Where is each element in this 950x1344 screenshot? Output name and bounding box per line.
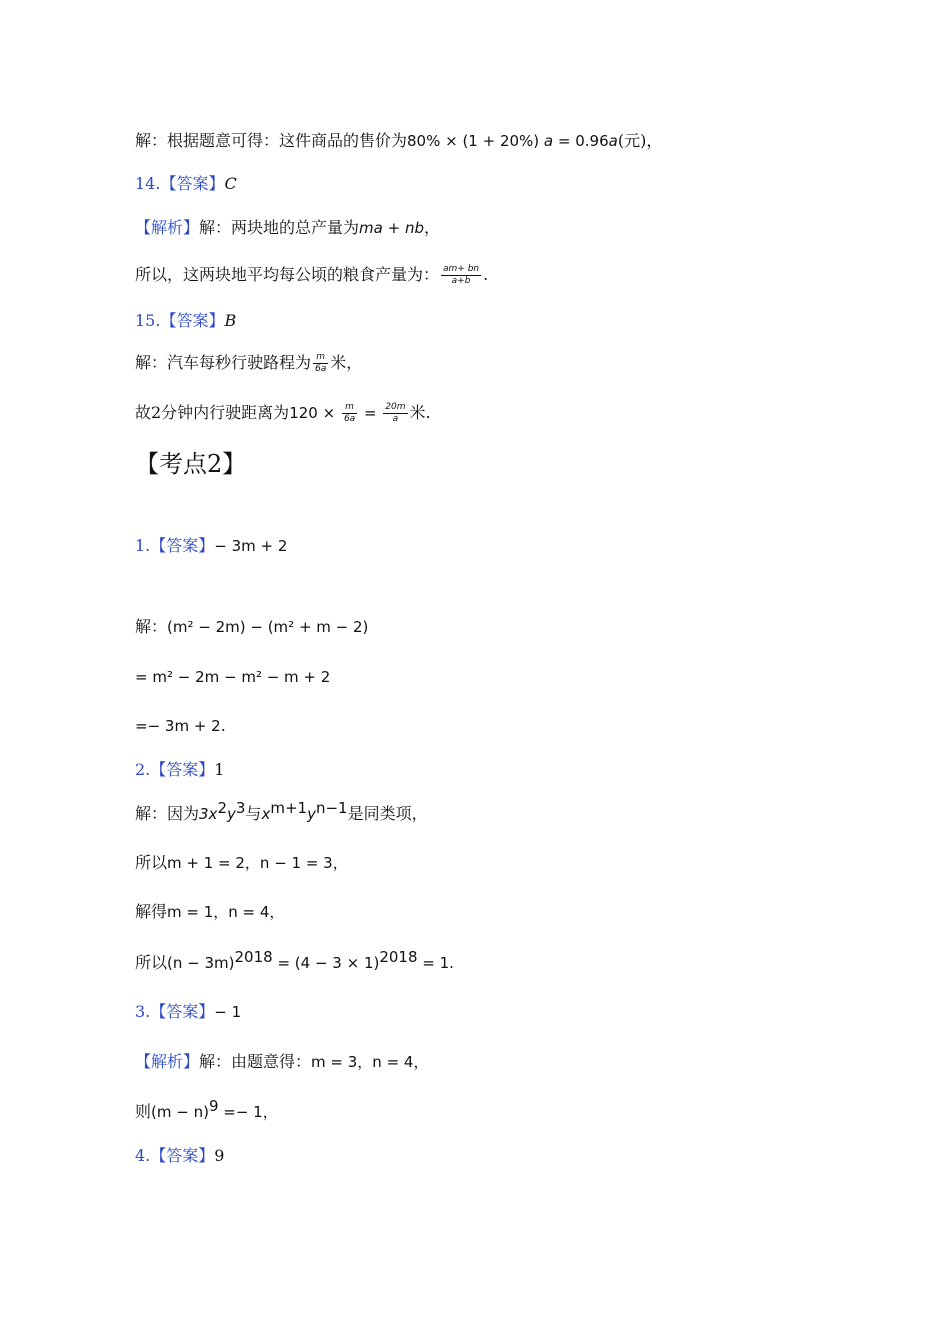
question-number: 14. — [135, 174, 161, 193]
solution-step-2: = m² − 2m − m² − m + 2 — [135, 668, 331, 686]
question-number: 4. — [135, 1146, 151, 1165]
question-number: 1. — [135, 536, 151, 555]
power-result-line: 所以$(n - 3m)^{2018} = (4 - 3 \times 1)^{2018} = 1$. — [135, 948, 454, 972]
solution-step-3: =− 3m + 2. — [135, 716, 226, 735]
answer-4: 4.【答案】9 — [135, 1146, 225, 1165]
fraction: $\frac{am+ bn}{a+b}$ — [443, 264, 480, 286]
like-terms-line: 解：因为$3x^2y^3$与$x^{m+1}y^{n-1}$是同类项， — [135, 799, 428, 823]
fraction: $\frac{20m}{a}$ — [385, 402, 406, 424]
fraction: $\frac{m}{6a}$ — [315, 352, 327, 374]
question-number: 15. — [135, 311, 161, 330]
question-number: 2. — [135, 760, 151, 779]
solution-line-price: 解：根据题意可得：这件商品的售价为80% × (1 + 20%) a = 0.96a(元)， — [135, 131, 663, 150]
solution-step-1: 解：(m² − 2m) − (m² + m − 2) — [135, 617, 369, 636]
distance-line: 故2分钟内行驶距离为120 × $\frac{m}{6a}$ = $\frac{20m}{a}$ 米. — [135, 402, 431, 424]
fraction: $\frac{m}{6a}$ — [343, 402, 356, 424]
question-number: 3. — [135, 1002, 151, 1021]
average-yield-line: 所以，这两块地平均每公顷的粮食产量为： $\frac{am+ bn}{a+b}$ . — [135, 264, 489, 286]
answer-tag: 【答案】 — [150, 760, 215, 779]
answer-14: 14.【答案】C — [135, 174, 237, 193]
car-speed-line: 解：汽车每秒行驶路程为 $\frac{m}{6a}$ 米， — [135, 352, 363, 374]
equations-line: 所以m + 1 = 2，n − 1 = 3， — [135, 853, 348, 872]
answer-tag: 【答案】 — [160, 311, 225, 330]
result-line-3: 则$(m - n)^9 =- 1$， — [135, 1097, 278, 1121]
analysis-tag: 【解析】 — [135, 218, 200, 237]
answer-tag: 【答案】 — [150, 536, 215, 555]
answer-2: 2.【答案】1 — [135, 760, 225, 779]
analysis-tag: 【解析】 — [135, 1052, 200, 1071]
answer-tag: 【答案】 — [160, 174, 225, 193]
solve-line: 解得m = 1，n = 4， — [135, 902, 285, 921]
answer-1: 1.【答案】− 3m + 2 — [135, 536, 288, 555]
analysis-14: 【解析】解：两块地的总产量为ma + nb， — [135, 218, 440, 237]
answer-15: 15.【答案】B — [135, 311, 237, 330]
answer-tag: 【答案】 — [150, 1146, 215, 1165]
section-heading: 【考点2】 — [135, 450, 247, 478]
answer-3: 3.【答案】− 1 — [135, 1002, 242, 1021]
analysis-3: 【解析】解：由题意得：m = 3，n = 4， — [135, 1052, 429, 1071]
answer-tag: 【答案】 — [150, 1002, 215, 1021]
